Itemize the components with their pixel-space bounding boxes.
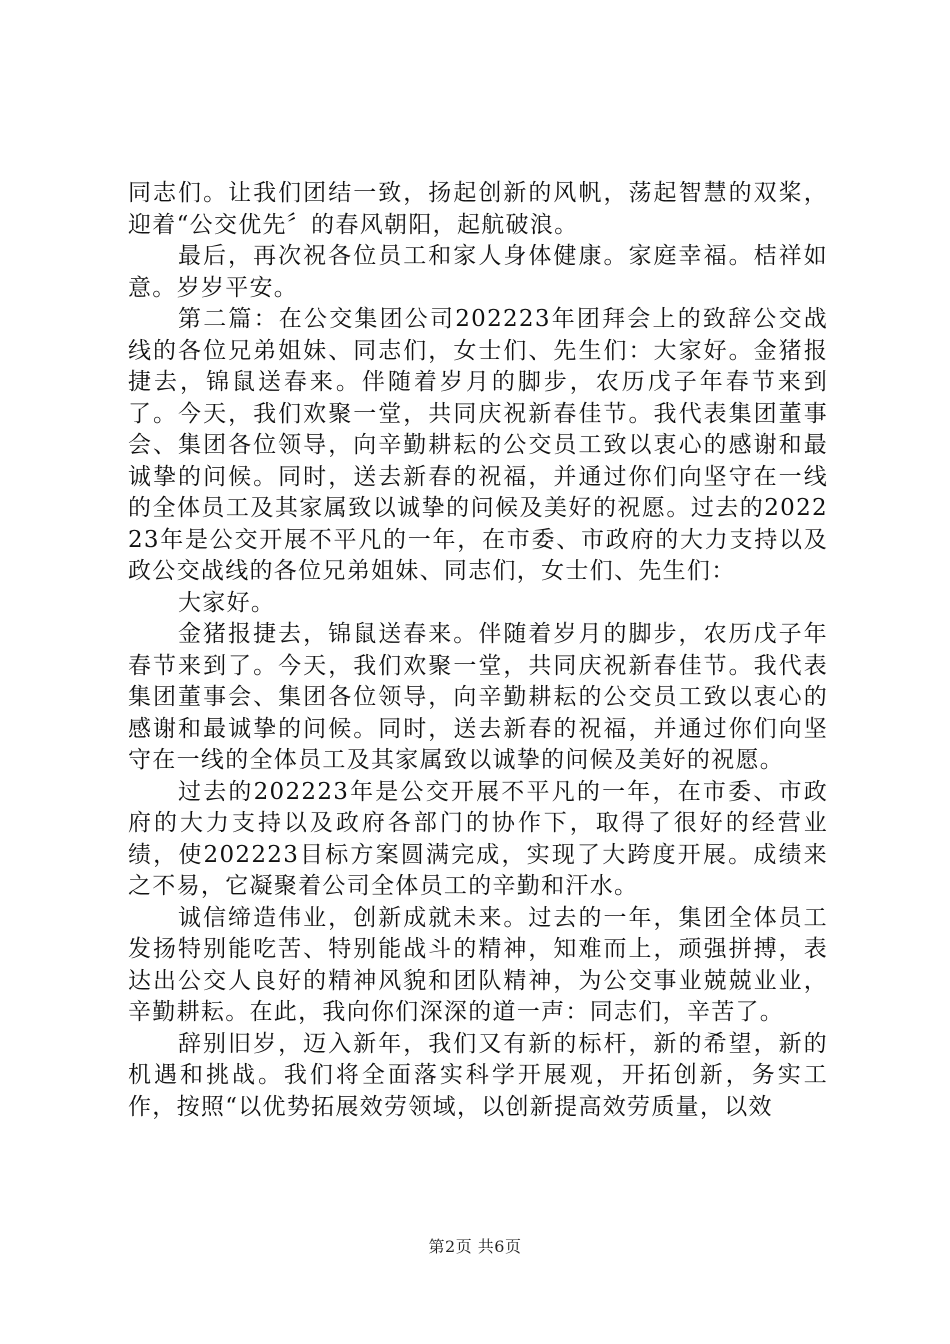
- paragraph-new-year-plans: 辞别旧岁，迈入新年，我们又有新的标杆，新的希望，新的机遇和挑战。我们将全面落实科学开展观，开拓创新，务实工作，按照“以优势拓展效劳领域，以创新提高效劳质量，以效: [128, 1030, 828, 1120]
- document-body: [128, 178, 828, 1123]
- page-number-footer: 第2页 共6页: [428, 1237, 522, 1256]
- paragraph-new-year-wishes: 金猪报捷去，锦鼠送春来。伴随着岁月的脚步，农历戊子年春节来到了。今天，我们欢聚一堂，共同庆祝新春佳节。我代表集团董事会、集团各位领导，向辛勤耕耘的公交员工致以衷心的感谢和最诚挚的问候。同时，送去新春的祝福，并通过你们向坚守在一线的全体员工及其家属致以诚挚的问候及美好的祝愿。: [128, 621, 828, 773]
- paragraph-integrity: 诚信缔造伟业，创新成就未来。过去的一年，集团全体员工发扬特别能吃苦、特别能战斗的精神，知难而上，顽强拼搏，表达出公交人良好的精神风貌和团队精神，为公交事业兢兢业业，辛勤耕耘。在此，我向你们深深的道一声：同志们，辛苦了。: [128, 904, 828, 1025]
- paragraph-second-speech-intro: 第二篇：在公交集团公司202223年团拜会上的致辞公交战线的各位兄弟姐妹、同志们，女士们、先生们：大家好。金猪报捷去，锦鼠送春来。伴随着岁月的脚步，农历戊子年春节来到了。今天，我们欢聚一堂，共同庆祝新春佳节。我代表集团董事会、集团各位领导，向辛勤耕耘的公交员工致以衷心的感谢和最诚挚的问候。同时，送去新春的祝福，并通过你们向坚守在一线的全体员工及其家属致以诚挚的问候及美好的祝愿。过去的202223年是公交开展不平凡的一年，在市委、市政府的大力支持以及政公交战线的各位兄弟姐妹、同志们，女士们、先生们：: [128, 306, 828, 584]
- paragraph-closing-call: 同志们。让我们团结一致，扬起创新的风帆，荡起智慧的双桨，迎着“公交优先〞的春风朝阳，起航破浪。: [128, 180, 828, 238]
- paragraph-past-year: 过去的202223年是公交开展不平凡的一年，在市委、市政府的大力支持以及政府各部门的协作下，取得了很好的经营业绩，使202223目标方案圆满完成，实现了大跨度开展。成绩来之不易，它凝聚着公司全体员工的辛勤和汗水。: [128, 778, 828, 899]
- paragraph-greeting: 大家好。: [178, 589, 276, 616]
- paragraph-final-wishes: 最后，再次祝各位员工和家人身体健康。家庭幸福。桔祥如意。岁岁平安。: [128, 243, 828, 301]
